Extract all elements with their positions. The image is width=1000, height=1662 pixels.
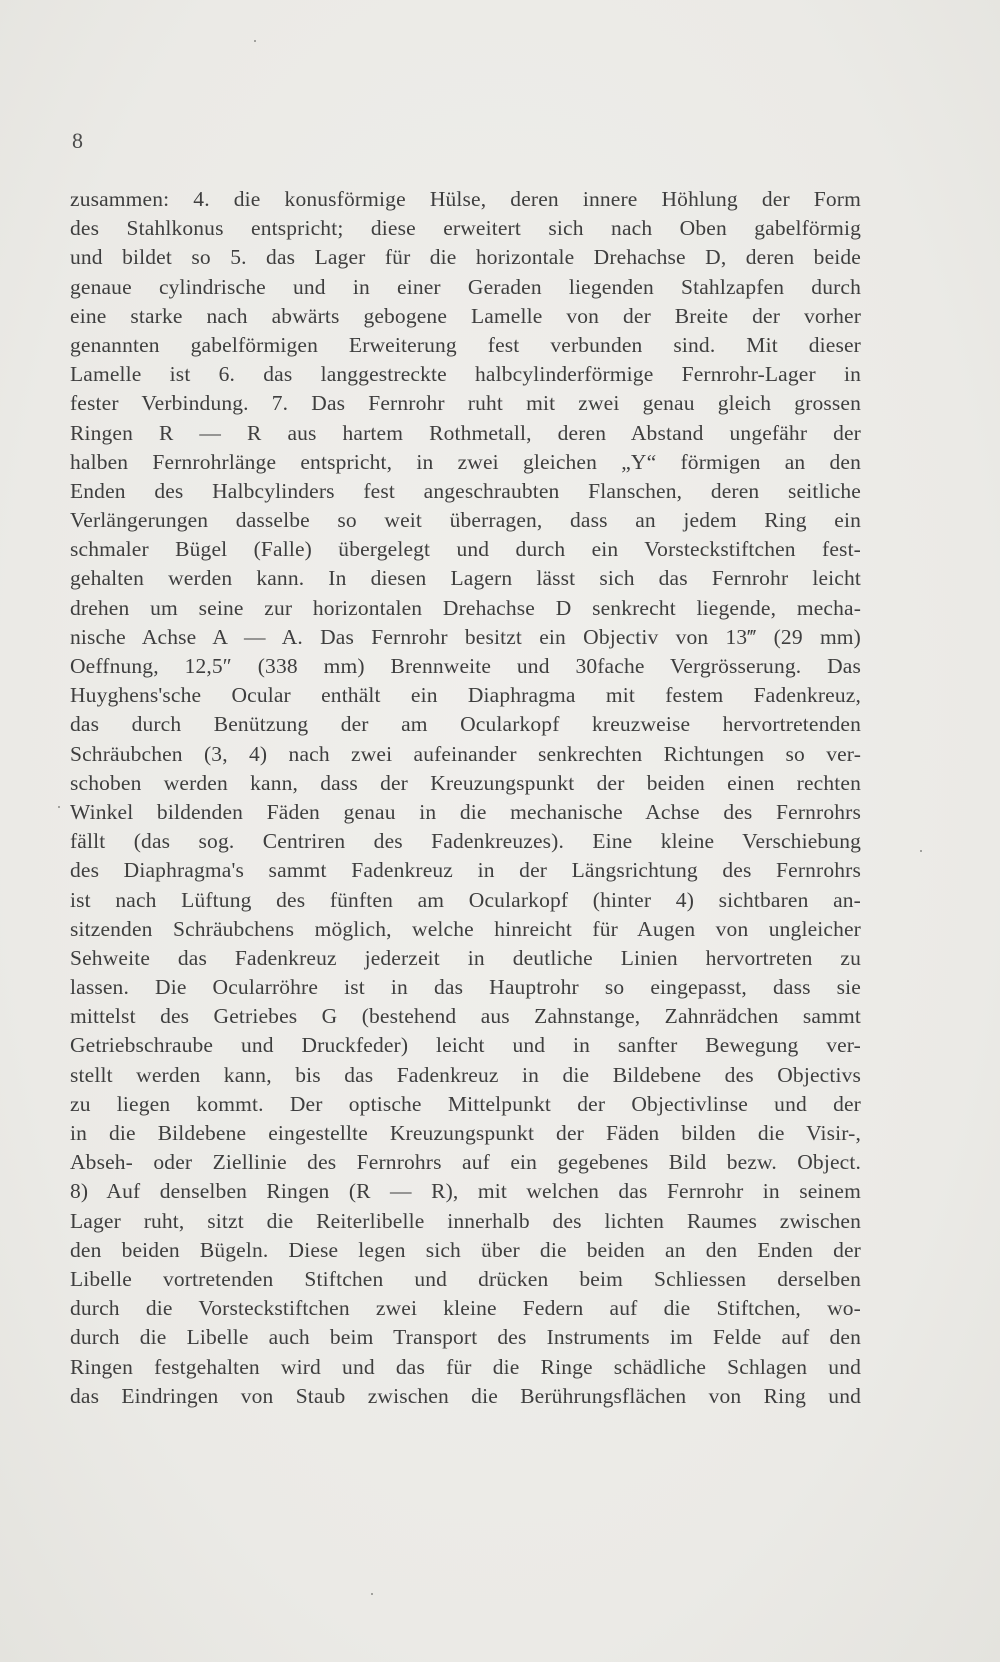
text-line: Lamelle ist 6. das langgestreckte halbcylinderförmige Fernrohr-Lager in (70, 362, 861, 387)
text-line: Sehweite das Fadenkreuz jederzeit in deutliche Linien hervortreten zu (70, 945, 861, 970)
text-line: zu liegen kommt. Der optische Mittelpunkt der Objectivlinse und der (70, 1091, 861, 1116)
text-line: lassen. Die Ocularröhre ist in das Hauptrohr so eingepasst, dass sie (70, 975, 861, 1000)
text-line: Abseh- oder Ziellinie des Fernrohrs auf ein gegebenes Bild bezw. Object. (70, 1150, 861, 1175)
text-line: stellt werden kann, bis das Fadenkreuz in die Bildebene des Objectivs (70, 1062, 861, 1087)
text-line: Ringen R — R aus hartem Rothmetall, deren Abstand ungefähr der (70, 420, 861, 445)
text-line: Oeffnung, 12,5″ (338 mm) Brennweite und 30fache Vergrösserung. Das (70, 654, 861, 678)
paper-speck (58, 806, 60, 808)
text-line: schoben werden kann, dass der Kreuzungspunkt der beiden einen rechten (70, 770, 861, 795)
text-line: Huyghens'sche Ocular enthält ein Diaphragma mit festem Fadenkreuz, (70, 683, 861, 708)
text-line: Verlängerungen dasselbe so weit überragen, dass an jedem Ring ein (70, 508, 861, 533)
text-line: 8) Auf denselben Ringen (R — R), mit welchen das Fernrohr in seinem (70, 1179, 861, 1204)
text-line: des Diaphragma's sammt Fadenkreuz in der Längsrichtung des Fernrohrs (70, 858, 861, 883)
text-line: Lager ruht, sitzt die Reiterlibelle innerhalb des lichten Raumes zwischen (70, 1208, 861, 1233)
text-line: schmaler Bügel (Falle) übergelegt und durch ein Vorsteckstiftchen fest- (70, 537, 861, 562)
text-line: genaue cylindrische und in einer Geraden liegenden Stahlzapfen durch (70, 274, 861, 299)
text-line: Schräubchen (3, 4) nach zwei aufeinander senkrechten Richtungen so ver- (70, 741, 861, 766)
text-line: zusammen: 4. die konusförmige Hülse, deren innere Höhlung der Form (70, 187, 861, 211)
text-line: fällt (das sog. Centriren des Fadenkreuzes). Eine kleine Verschiebung (70, 829, 861, 854)
text-line: in die Bildebene eingestellte Kreuzungspunkt der Fäden bilden die Visir-, (70, 1121, 861, 1145)
text-line: Getriebschraube und Druckfeder) leicht und in sanfter Bewegung ver- (70, 1033, 861, 1058)
text-line: halben Fernrohrlänge entspricht, in zwei gleichen „Y“ förmigen an den (70, 449, 861, 474)
text-line: des Stahlkonus entspricht; diese erweitert sich nach Oben gabelförmig (70, 216, 861, 241)
text-line: genannten gabelförmigen Erweiterung fest verbunden sind. Mit dieser (70, 332, 861, 357)
text-line: den beiden Bügeln. Diese legen sich über die beiden an den Enden der (70, 1237, 861, 1262)
text-line: und bildet so 5. das Lager für die horizontale Drehachse D, deren beide (70, 245, 861, 270)
text-line: Libelle vortretenden Stiftchen und drücken beim Schliessen derselben (70, 1266, 861, 1291)
text-line: nische Achse A — A. Das Fernrohr besitzt ein Objectiv von 13‴ (29 mm) (70, 624, 861, 649)
text-line: fester Verbindung. 7. Das Fernrohr ruht mit zwei genau gleich grossen (70, 391, 861, 416)
text-line: Ringen festgehalten wird und das für die Ringe schädliche Schlagen und (70, 1354, 861, 1379)
paper-speck (920, 850, 922, 852)
text-line: Enden des Halbcylinders fest angeschraubten Flanschen, deren seitliche (70, 478, 861, 503)
paper-speck (371, 1593, 373, 1595)
page-number: 8 (72, 128, 83, 153)
text-line: Winkel bildenden Fäden genau in die mechanische Achse des Fernrohrs (70, 799, 861, 824)
text-line: durch die Libelle auch beim Transport des Instruments im Felde auf den (70, 1325, 861, 1350)
body-text (70, 185, 861, 1411)
text-line: das durch Benützung der am Ocularkopf kreuzweise hervortretenden (70, 712, 861, 737)
text-line: das Eindringen von Staub zwischen die Berührungsflächen von Ring und (70, 1383, 861, 1408)
text-line: ist nach Lüftung des fünften am Ocularkopf (hinter 4) sichtbaren an- (70, 887, 861, 912)
text-line: gehalten werden kann. In diesen Lagern lässt sich das Fernrohr leicht (70, 566, 861, 591)
text-line: mittelst des Getriebes G (bestehend aus Zahnstange, Zahnrädchen sammt (70, 1004, 861, 1029)
text-line: sitzenden Schräubchens möglich, welche hinreicht für Augen von ungleicher (70, 916, 861, 941)
text-line: drehen um seine zur horizontalen Drehachse D senkrecht liegende, mecha- (70, 595, 861, 620)
paper-speck (254, 40, 256, 42)
text-line: durch die Vorsteckstiftchen zwei kleine Federn auf die Stiftchen, wo- (70, 1296, 861, 1321)
text-line: eine starke nach abwärts gebogene Lamelle von der Breite der vorher (70, 303, 861, 328)
